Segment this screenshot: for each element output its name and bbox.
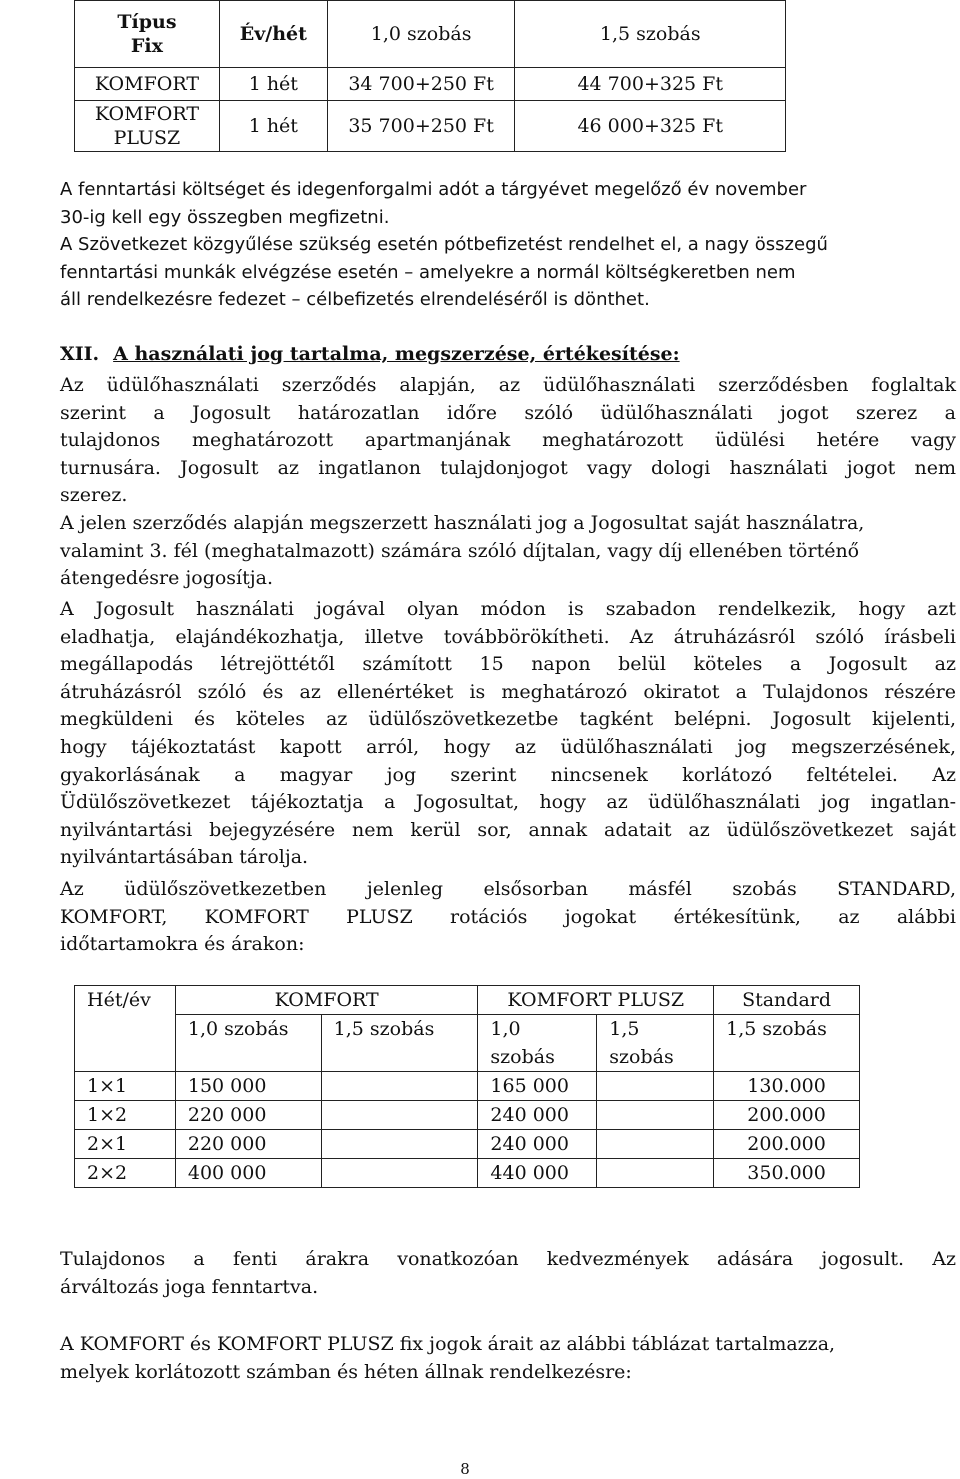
- subheader-kp-15: [597, 1015, 714, 1072]
- table-row: [75, 68, 786, 101]
- text-line: 30-ig kell egy összegben megfizetni.: [60, 206, 390, 228]
- paragraph-usage-right: [60, 372, 956, 510]
- text-line: gyakorlásának a magyar jog szerint nincsenek korlátozó feltételei. Az: [60, 763, 956, 786]
- header-standard: Standard: [714, 986, 860, 1015]
- paragraph-fix-prices-intro: [60, 1331, 956, 1386]
- section-heading: [60, 343, 680, 365]
- page-number: 8: [460, 1460, 470, 1478]
- header-komfort: KOMFORT: [175, 986, 478, 1015]
- cell-het: 1×1: [75, 1072, 176, 1101]
- cell-standard: 350.000: [714, 1159, 860, 1188]
- text-line: KOMFORT, KOMFORT PLUSZ rotációs jogokat értékesítünk, az alábbi: [60, 905, 956, 928]
- subheader-kp-10-line1: 1,0: [490, 1018, 521, 1040]
- cell-komfort-10: 220 000: [175, 1101, 321, 1130]
- rotation-price-table: [74, 985, 860, 1188]
- cell-kp-10: 165 000: [478, 1072, 597, 1101]
- cell-het: 1×2: [75, 1101, 176, 1130]
- text-line: megállapodás létrejöttétől számított 15 napon belül köteles a Jogosult az: [60, 653, 956, 676]
- text-line: megküldeni és köteles az üdülőszövetkezetbe tagként belépni. Jogosult kijelenti,: [60, 708, 956, 731]
- subheader-kp-15-line2: szobás: [609, 1046, 674, 1068]
- text-line: szerez.: [60, 484, 128, 507]
- cell-komfort-15: [321, 1159, 478, 1188]
- cell-price-10: 34 700+250 Ft: [327, 68, 515, 101]
- cell-kp-10: 240 000: [478, 1101, 597, 1130]
- cell-price-15: 46 000+325 Ft: [515, 101, 786, 152]
- cell-komfort-15: [321, 1101, 478, 1130]
- subheader-komfort-10: 1,0 szobás: [175, 1015, 321, 1072]
- text-line: áll rendelkezésre fedezet – célbefizetés elrendeléséről is dönthet.: [60, 289, 650, 311]
- subheader-standard-15: 1,5 szobás: [714, 1015, 860, 1072]
- text-line: valamint 3. fél (meghatalmazott) számára szóló díjtalan, vagy díj ellenében történő: [60, 539, 860, 562]
- cell-kp-10: 240 000: [478, 1130, 597, 1159]
- section-title: A használati jog tartalma, megszerzése, értékesítése:: [113, 343, 680, 365]
- table-row: [75, 1072, 860, 1101]
- text-line: turnusára. Jogosult az ingatlanon tulajdonjogot vagy dologi használati jogot nem: [60, 456, 956, 479]
- text-line: eladhatja, elajándékozhatja, illetve továbbörökítheti. Az átruházásról szóló írásbeli: [60, 625, 956, 648]
- text-line: szerint a Jogosult határozatlan időre szóló üdülőhasználati jogot szerez a: [60, 401, 956, 424]
- cell-kp-15: [597, 1130, 714, 1159]
- cell-standard: 130.000: [714, 1072, 860, 1101]
- cell-kp-15: [597, 1101, 714, 1130]
- table-row: [75, 1159, 860, 1188]
- text-line: melyek korlátozott számban és héten állnak rendelkezésre:: [60, 1360, 632, 1383]
- text-line: átengedésre jogosítja.: [60, 567, 274, 590]
- header-komfort-plusz: KOMFORT PLUSZ: [478, 986, 714, 1015]
- cell-komfort-10: 150 000: [175, 1072, 321, 1101]
- cell-week: 1 hét: [219, 68, 327, 101]
- paragraph-contract-right: [60, 510, 956, 593]
- text-line: időtartamokra és árakon:: [60, 933, 305, 956]
- cell-standard: 200.000: [714, 1101, 860, 1130]
- cell-type-line2: PLUSZ: [113, 127, 181, 149]
- text-line: A Szövetkezet közgyűlése szükség esetén pótbefizetést rendelhet el, a nagy összegű: [60, 234, 828, 255]
- cell-komfort-10: 220 000: [175, 1130, 321, 1159]
- paragraph-fee-deadline: [60, 176, 956, 231]
- text-line: fenntartási munkák elvégzése esetén – amelyekre a normál költségkeretben nem: [60, 261, 796, 283]
- cell-komfort-15: [321, 1130, 478, 1159]
- cell-type: KOMFORT: [75, 68, 220, 101]
- text-line: A Jogosult használati jogával olyan módon is szabadon rendelkezik, hogy azt: [60, 598, 956, 620]
- subheader-kp-10-line2: szobás: [490, 1046, 555, 1068]
- cell-price-15: 44 700+325 Ft: [515, 68, 786, 101]
- text-line: árváltozás joga fenntartva.: [60, 1275, 319, 1298]
- paragraph-discounts: [60, 1246, 956, 1301]
- text-line: Az üdülőszövetkezetben jelenleg elsősorban másfél szobás STANDARD,: [60, 878, 956, 900]
- text-line: Üdülőszövetkezet tájékoztatja a Jogosultat, hogy az üdülőhasználati jog ingatlan-: [60, 791, 956, 814]
- cell-type: [75, 101, 220, 152]
- header-tipus-fix: [75, 1, 220, 68]
- cell-kp-15: [597, 1159, 714, 1188]
- header-10-szobas: 1,0 szobás: [327, 1, 515, 68]
- cell-kp-10: 440 000: [478, 1159, 597, 1188]
- table-subheader-row: [75, 1015, 860, 1072]
- cell-kp-15: [597, 1072, 714, 1101]
- paragraph-rotation-rights: [60, 876, 956, 959]
- text-line: tulajdonos meghatározott apartmanjának meghatározott üdülési hetére vagy: [60, 429, 956, 452]
- text-line: Tulajdonos a fenti árakra vonatkozóan kedvezmények adására jogosult. Az: [60, 1248, 956, 1270]
- cell-week: 1 hét: [219, 101, 327, 152]
- text-line: A jelen szerződés alapján megszerzett használati jog a Jogosultat saját használatra,: [60, 512, 865, 534]
- subheader-kp-15-line1: 1,5: [609, 1018, 640, 1040]
- cell-type-line1: KOMFORT: [94, 103, 199, 125]
- subheader-kp-10: [478, 1015, 597, 1072]
- text-line: hogy tájékoztatást kapott arról, hogy az üdülőhasználati jog megszerzésének,: [60, 735, 956, 758]
- header-fix: Fix: [130, 35, 163, 57]
- cell-komfort-10: 400 000: [175, 1159, 321, 1188]
- header-ev-het: Év/hét: [219, 1, 327, 68]
- text-line: nyilvántartási bejegyzésére nem kerül sor, annak adatait az üdülőszövetkezet saját: [60, 818, 956, 841]
- text-line: A fenntartási költséget és idegenforgalmi adót a tárgyévet megelőző év november: [60, 179, 807, 200]
- text-line: A KOMFORT és KOMFORT PLUSZ fix jogok árait az alábbi táblázat tartalmazza,: [60, 1333, 836, 1355]
- text-line: átruházásról szóló és az ellenértéket is meghatározó okiratot a Tulajdonos részére: [60, 680, 956, 703]
- cell-price-10: 35 700+250 Ft: [327, 101, 515, 152]
- text-line: nyilvántartásában tárolja.: [60, 846, 309, 869]
- paragraph-extra-payment: [60, 231, 956, 314]
- cell-het: 2×2: [75, 1159, 176, 1188]
- cell-komfort-15: [321, 1072, 478, 1101]
- table-row: [75, 1101, 860, 1130]
- header-het-ev: Hét/év: [75, 986, 176, 1072]
- table-header-row: [75, 1, 786, 68]
- table-row: [75, 101, 786, 152]
- cell-het: 2×1: [75, 1130, 176, 1159]
- paragraph-transfer: [60, 596, 956, 872]
- text-line: Az üdülőhasználati szerződés alapján, az üdülőhasználati szerződésben foglaltak: [60, 374, 956, 396]
- cell-standard: 200.000: [714, 1130, 860, 1159]
- header-15-szobas: 1,5 szobás: [515, 1, 786, 68]
- subheader-komfort-15: 1,5 szobás: [321, 1015, 478, 1072]
- table-header-row: [75, 986, 860, 1015]
- fix-price-table: [74, 0, 786, 152]
- header-tipus: Típus: [117, 11, 177, 33]
- section-number: XII.: [60, 343, 100, 365]
- table-row: [75, 1130, 860, 1159]
